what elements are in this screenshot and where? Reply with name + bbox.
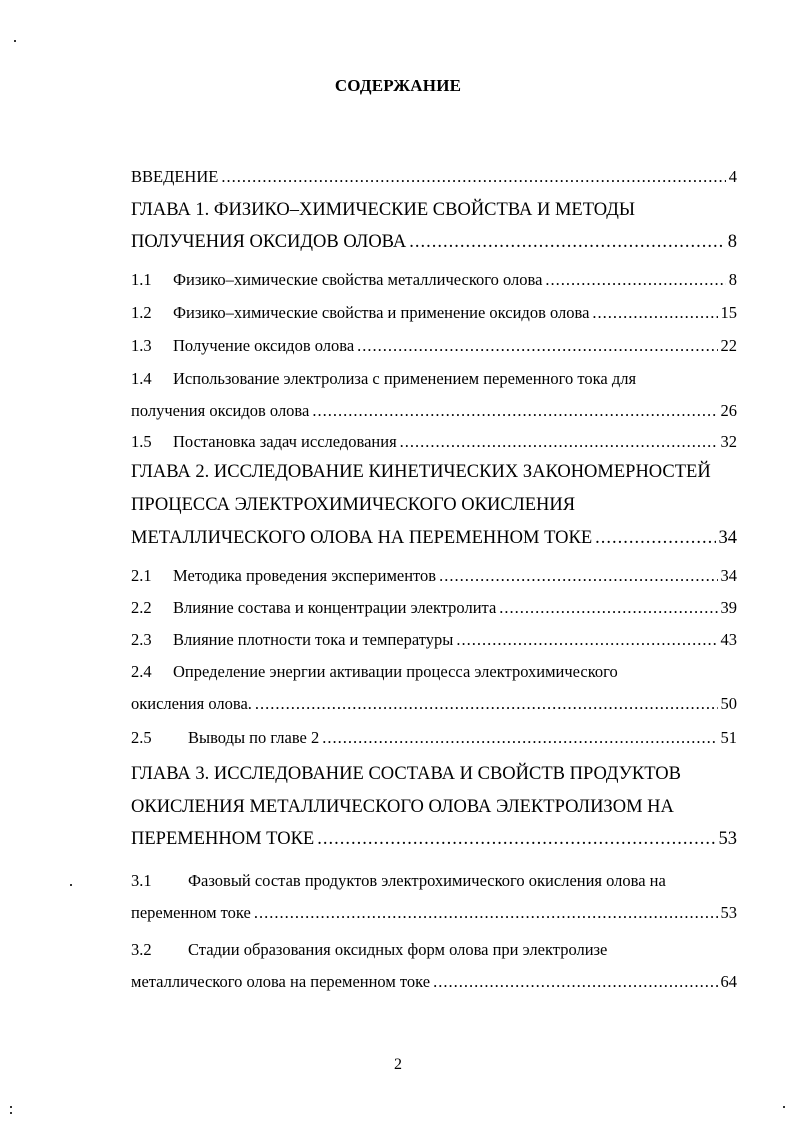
toc-entry-page: 8 xyxy=(728,270,737,289)
toc-entry-label: Влияние состава и концентрации электролита xyxy=(173,598,497,617)
toc-entry-label: ВВЕДЕНИЕ xyxy=(131,167,219,186)
scan-speck xyxy=(10,1106,12,1108)
toc-section-1-2[interactable] xyxy=(131,303,737,323)
toc-section-3-2-line-1[interactable] xyxy=(131,940,607,960)
toc-section-3-1[interactable] xyxy=(131,903,737,923)
toc-section-1-5[interactable] xyxy=(131,432,737,452)
toc-section-2-3[interactable] xyxy=(131,630,737,650)
page-number: 2 xyxy=(394,1056,402,1073)
toc-entry-page: 53 xyxy=(720,903,737,922)
toc-entry-label: металлического олова на переменном токе xyxy=(131,972,431,991)
dot-leader xyxy=(499,598,717,618)
toc-entry-label: переменном токе xyxy=(131,903,251,922)
toc-entry-label: Физико–химические свойства металлического олова xyxy=(173,270,543,289)
dot-leader xyxy=(357,336,717,356)
section-number: 3.1 xyxy=(131,871,152,890)
section-number: 1.3 xyxy=(131,336,152,355)
toc-section-3-2[interactable] xyxy=(131,972,737,992)
toc-entry-page: 50 xyxy=(720,694,737,713)
section-number: 1.4 xyxy=(131,369,152,388)
toc-entry-page: 15 xyxy=(720,303,737,322)
toc-section-1-4[interactable] xyxy=(131,401,737,421)
section-number: 2.2 xyxy=(131,598,152,617)
toc-entry-label: Получение оксидов олова xyxy=(173,336,355,355)
toc-section-2-4[interactable] xyxy=(131,694,737,714)
section-number: 2.1 xyxy=(131,566,152,585)
dot-leader xyxy=(317,829,715,849)
page-title: СОДЕРЖАНИЕ xyxy=(334,76,462,95)
toc-entry-label: получения оксидов олова xyxy=(131,401,310,420)
section-number: 2.5 xyxy=(131,728,152,747)
dot-leader xyxy=(595,528,715,548)
toc-chapter-2-line-2[interactable]: ПРОЦЕССА ЭЛЕКТРОХИМИЧЕСКОГО ОКИСЛЕНИЯ xyxy=(131,495,576,515)
toc-entry-page: 4 xyxy=(728,167,737,186)
toc-chapter-2[interactable] xyxy=(131,528,737,548)
dot-leader xyxy=(221,167,725,187)
dot-leader xyxy=(409,232,725,252)
toc-section-2-4-line-1[interactable] xyxy=(131,662,618,682)
toc-entry-page: 8 xyxy=(727,232,737,252)
toc-chapter-1[interactable] xyxy=(131,232,737,252)
toc-section-3-1-line-1[interactable] xyxy=(131,871,666,891)
toc-entry-introduction[interactable] xyxy=(131,167,737,187)
toc-entry-page: 53 xyxy=(718,829,737,849)
dot-leader xyxy=(255,694,718,714)
dot-leader xyxy=(254,903,718,923)
toc-entry-page: 39 xyxy=(720,598,737,617)
toc-entry-label: Фазовый состав продуктов электрохимического окисления олова на xyxy=(188,871,666,890)
dot-leader xyxy=(592,303,717,323)
dot-leader xyxy=(433,972,717,992)
toc-section-1-1[interactable] xyxy=(131,270,737,290)
section-number: 2.3 xyxy=(131,630,152,649)
toc-entry-page: 51 xyxy=(720,728,737,747)
toc-entry-page: 34 xyxy=(718,528,737,548)
toc-section-2-2[interactable] xyxy=(131,598,737,618)
section-number: 1.1 xyxy=(131,270,152,289)
dot-leader xyxy=(400,432,718,452)
toc-section-2-1[interactable] xyxy=(131,566,737,586)
toc-chapter-1-line-1[interactable]: ГЛАВА 1. ФИЗИКО–ХИМИЧЕСКИЕ СВОЙСТВА И МЕТОДЫ xyxy=(131,200,635,220)
section-number: 2.4 xyxy=(131,662,152,681)
scan-speck xyxy=(70,884,72,886)
dot-leader xyxy=(322,728,717,748)
section-number: 3.2 xyxy=(131,940,152,959)
toc-chapter-3-line-1[interactable]: ГЛАВА 3. ИССЛЕДОВАНИЕ СОСТАВА И СВОЙСТВ ПРОДУКТОВ xyxy=(131,764,681,784)
toc-entry-label: Физико–химические свойства и применение оксидов олова xyxy=(173,303,590,322)
toc-entry-label: Определение энергии активации процесса электрохимического xyxy=(173,662,618,681)
toc-entry-label: Выводы по главе 2 xyxy=(188,728,320,747)
toc-entry-label: окисления олова. xyxy=(131,694,252,713)
toc-entry-page: 34 xyxy=(720,566,737,585)
toc-chapter-3[interactable] xyxy=(131,829,737,849)
section-number: 1.5 xyxy=(131,432,152,451)
toc-section-2-5[interactable] xyxy=(131,728,737,748)
toc-entry-label: ПОЛУЧЕНИЯ ОКСИДОВ ОЛОВА xyxy=(131,232,407,252)
section-number: 1.2 xyxy=(131,303,152,322)
toc-chapter-2-line-1[interactable]: ГЛАВА 2. ИССЛЕДОВАНИЕ КИНЕТИЧЕСКИХ ЗАКОНОМЕРНОСТЕЙ xyxy=(131,462,711,482)
toc-entry-page: 22 xyxy=(720,336,737,355)
scan-speck xyxy=(14,40,16,42)
toc-entry-label: Методика проведения экспериментов xyxy=(173,566,437,585)
toc-entry-label: ПЕРЕМЕННОМ ТОКЕ xyxy=(131,829,315,849)
scan-speck xyxy=(10,1112,12,1114)
toc-section-1-4-line-1[interactable] xyxy=(131,369,636,389)
toc-entry-page: 26 xyxy=(720,401,737,420)
toc-entry-label: Использование электролиза с применением переменного тока для xyxy=(173,369,637,388)
dot-leader xyxy=(456,630,717,650)
toc-entry-label: Стадии образования оксидных форм олова при электролизе xyxy=(188,940,608,959)
dot-leader xyxy=(312,401,717,421)
dot-leader xyxy=(439,566,717,586)
toc-entry-page: 64 xyxy=(720,972,737,991)
toc-entry-label: МЕТАЛЛИЧЕСКОГО ОЛОВА НА ПЕРЕМЕННОМ ТОКЕ xyxy=(131,528,593,548)
dot-leader xyxy=(545,270,725,290)
toc-entry-page: 43 xyxy=(720,630,737,649)
toc-section-1-3[interactable] xyxy=(131,336,737,356)
toc-chapter-3-line-2[interactable]: ОКИСЛЕНИЯ МЕТАЛЛИЧЕСКОГО ОЛОВА ЭЛЕКТРОЛИЗОМ НА xyxy=(131,797,674,817)
toc-entry-label: Влияние плотности тока и температуры xyxy=(173,630,454,649)
toc-entry-page: 32 xyxy=(720,432,737,451)
scan-speck xyxy=(783,1106,785,1108)
toc-entry-label: Постановка задач исследования xyxy=(173,432,397,451)
